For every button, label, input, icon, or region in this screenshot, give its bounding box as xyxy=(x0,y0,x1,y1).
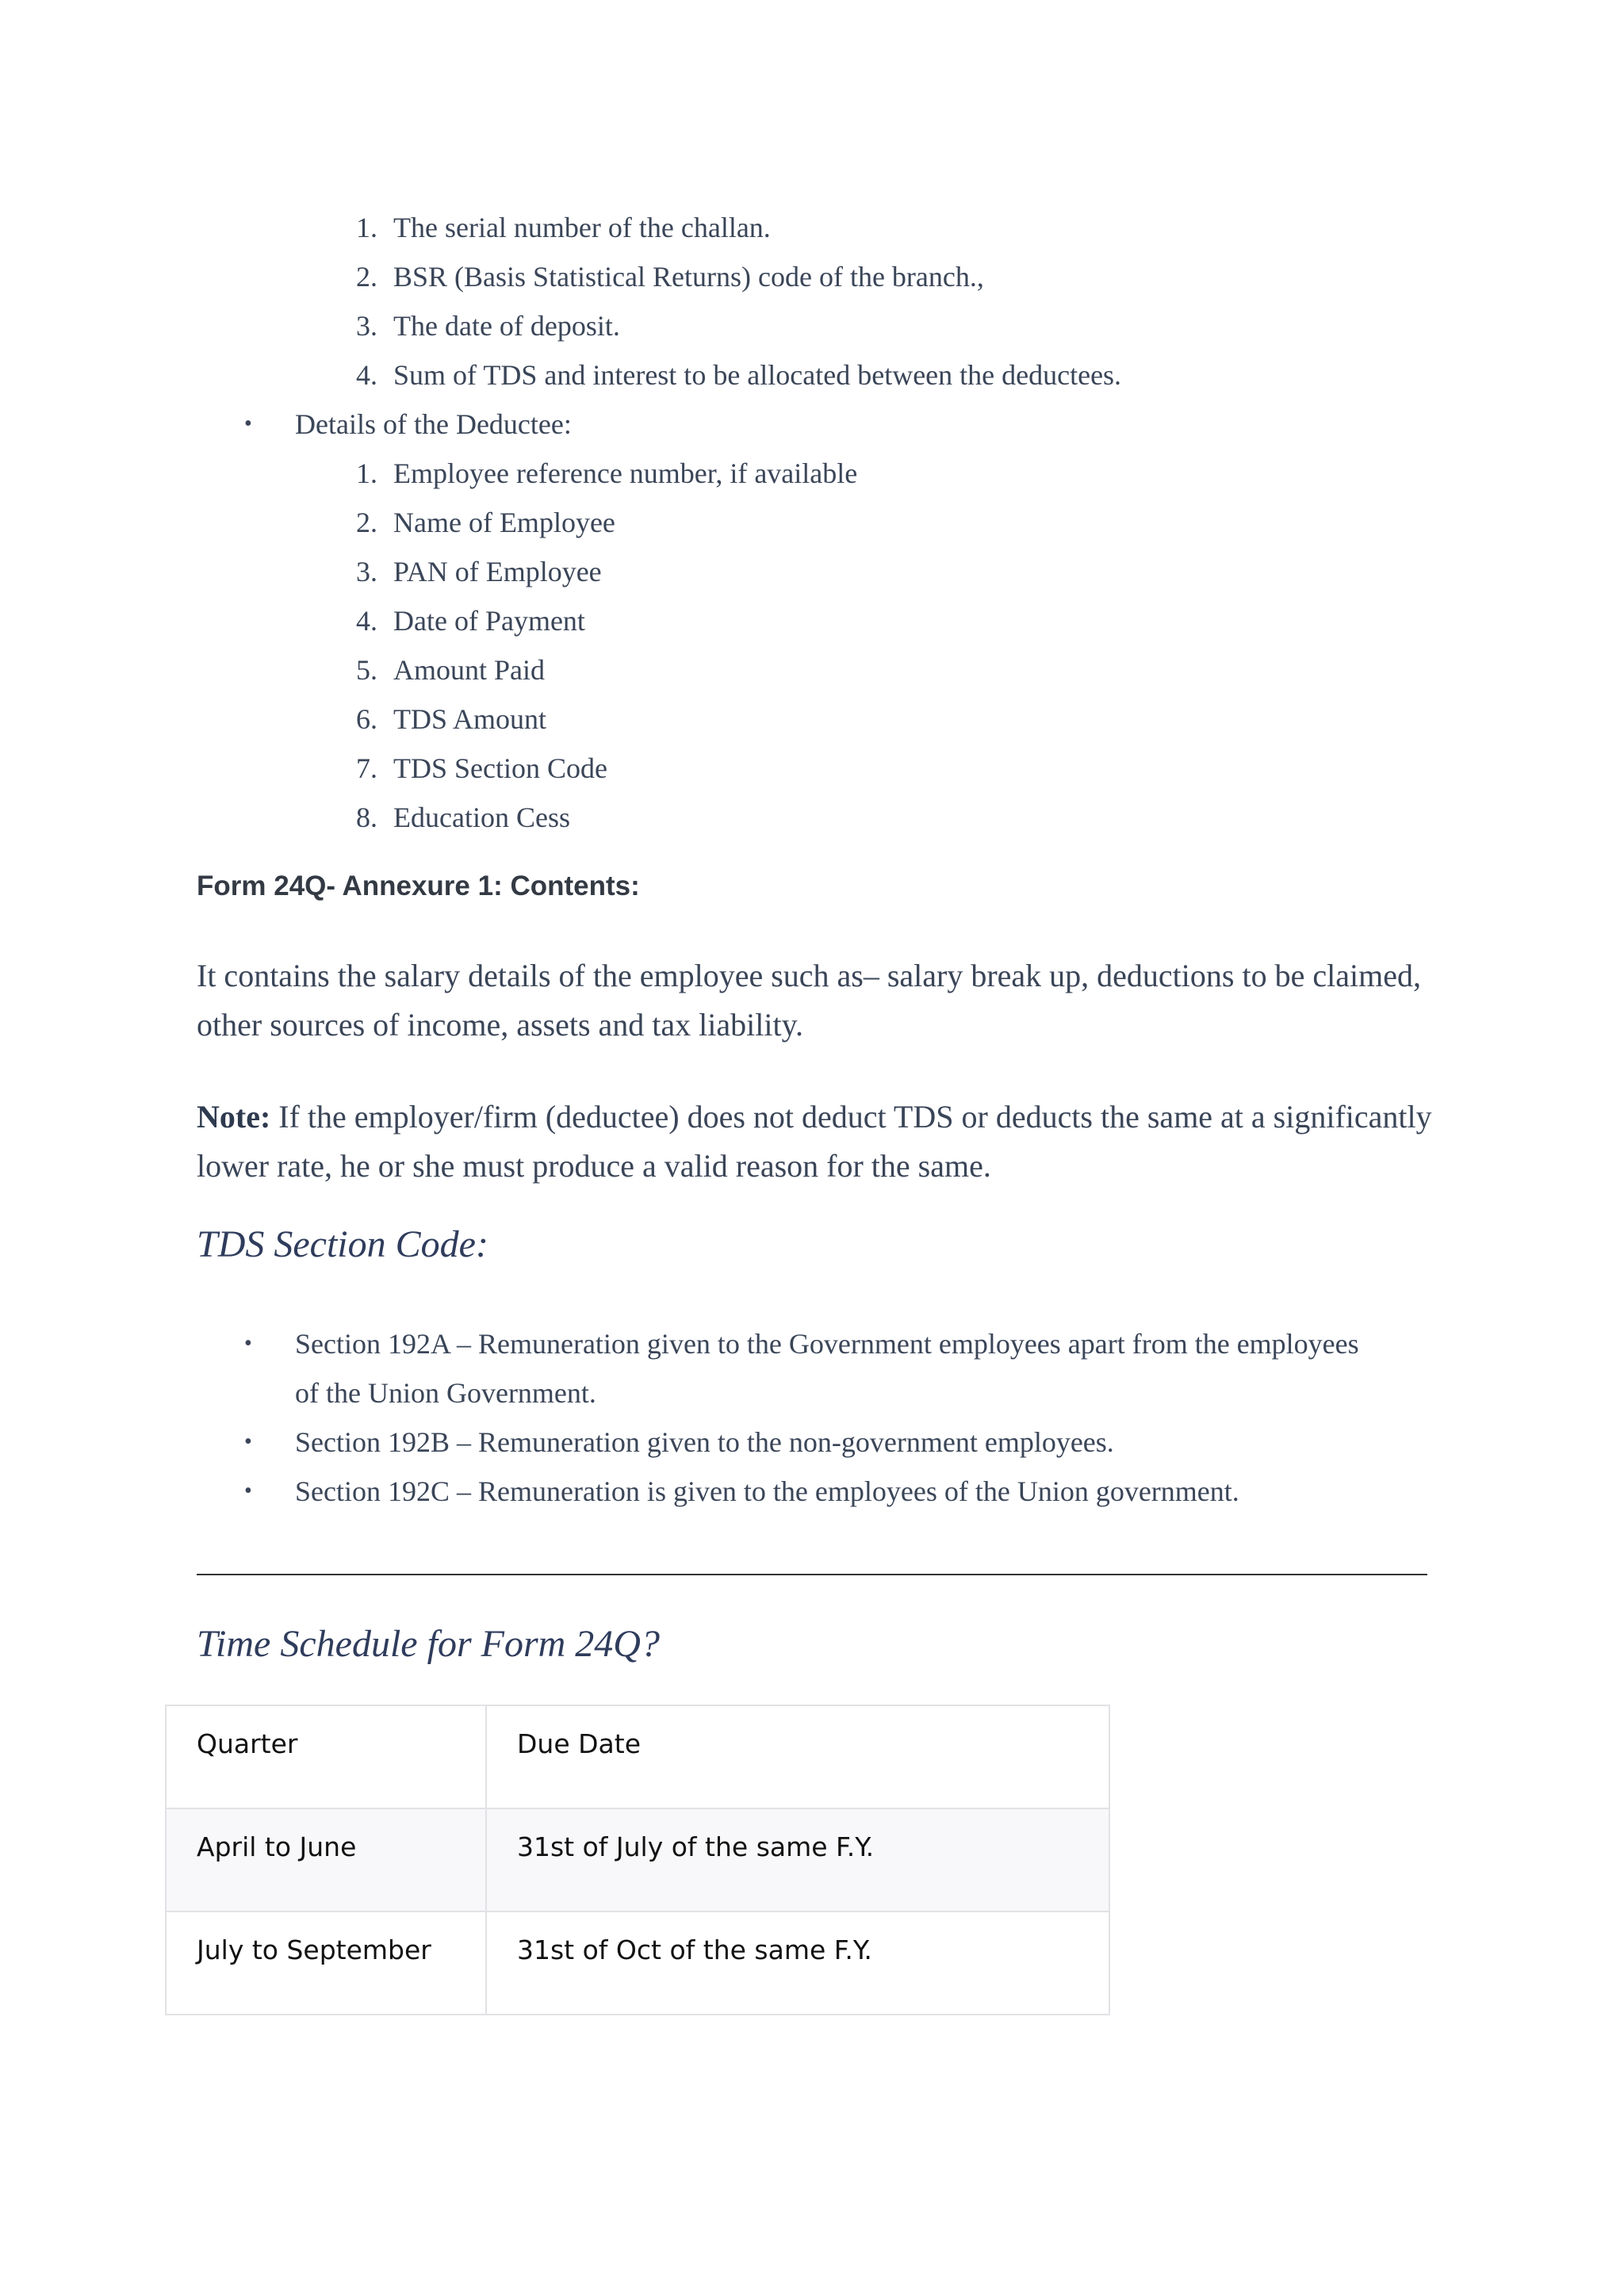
schedule-heading: Time Schedule for Form 24Q? xyxy=(197,1623,660,1665)
list-number: 6. xyxy=(356,703,377,735)
table-header-cell: Due Date xyxy=(486,1705,1109,1808)
list-text: Employee reference number, if available xyxy=(393,457,858,489)
list-number: 1. xyxy=(356,212,377,243)
table-row xyxy=(166,1911,1109,2015)
list-number: 8. xyxy=(356,802,377,833)
list-text: Education Cess xyxy=(393,802,570,833)
list-number: 4. xyxy=(356,359,377,391)
list-number: 4. xyxy=(356,605,377,637)
section-code-heading: TDS Section Code: xyxy=(197,1223,488,1265)
list-text: Amount Paid xyxy=(393,654,546,686)
table-header-row xyxy=(166,1705,1109,1808)
bullet-text: of the Union Government. xyxy=(295,1377,596,1409)
list-text: Sum of TDS and interest to be allocated between the deductees. xyxy=(393,359,1122,391)
bullet-text: Section 192B – Remuneration given to the non-government employees. xyxy=(295,1426,1114,1458)
list-text: The serial number of the challan. xyxy=(393,212,771,243)
list-number: 7. xyxy=(356,752,377,784)
list-text: Name of Employee xyxy=(393,507,615,538)
annexure-paragraph: It contains the salary details of the employee such as– salary break up, deductions to be claimed, other sources of income, assets and tax liability. xyxy=(197,958,1421,1043)
list-number: 3. xyxy=(356,310,377,342)
table-cell: April to June xyxy=(166,1808,486,1911)
list-text: TDS Section Code xyxy=(393,752,607,784)
bullet-text: Details of the Deductee: xyxy=(295,408,572,440)
note-label: Note: xyxy=(197,1099,271,1135)
bullet-icon: • xyxy=(244,1331,252,1356)
bullet-icon: • xyxy=(244,1429,252,1454)
table-row xyxy=(166,1808,1109,1911)
annexure-heading: Form 24Q- Annexure 1: Contents: xyxy=(197,871,640,901)
note-text: If the employer/firm (deductee) does not deduct TDS or deducts the same at a significantly lower rate, he or she must produce a valid reason for the same. xyxy=(197,1099,1432,1184)
table-cell: 31st of July of the same F.Y. xyxy=(486,1808,1109,1911)
table-cell: July to September xyxy=(166,1911,486,2015)
list-number: 2. xyxy=(356,261,377,293)
bullet-text: Section 192C – Remuneration is given to the employees of the Union government. xyxy=(295,1475,1239,1507)
bullet-icon: • xyxy=(244,411,252,436)
list-text: The date of deposit. xyxy=(393,310,620,342)
bullet-icon: • xyxy=(244,1479,252,1503)
bullet-text: Section 192A – Remuneration given to the Government employees apart from the employees xyxy=(295,1328,1359,1360)
note-paragraph xyxy=(197,1093,1434,1191)
list-text: Date of Payment xyxy=(393,605,585,637)
list-text: PAN of Employee xyxy=(393,556,602,587)
list-text: BSR (Basis Statistical Returns) code of the branch., xyxy=(393,261,984,293)
table-header-cell: Quarter xyxy=(166,1705,486,1808)
list-number: 5. xyxy=(356,654,377,686)
horizontal-divider xyxy=(197,1574,1427,1575)
list-number: 1. xyxy=(356,457,377,489)
table-cell: 31st of Oct of the same F.Y. xyxy=(486,1911,1109,2015)
schedule-table xyxy=(165,1705,1110,2015)
list-number: 3. xyxy=(356,556,377,587)
list-text: TDS Amount xyxy=(393,703,547,735)
list-number: 2. xyxy=(356,507,377,538)
